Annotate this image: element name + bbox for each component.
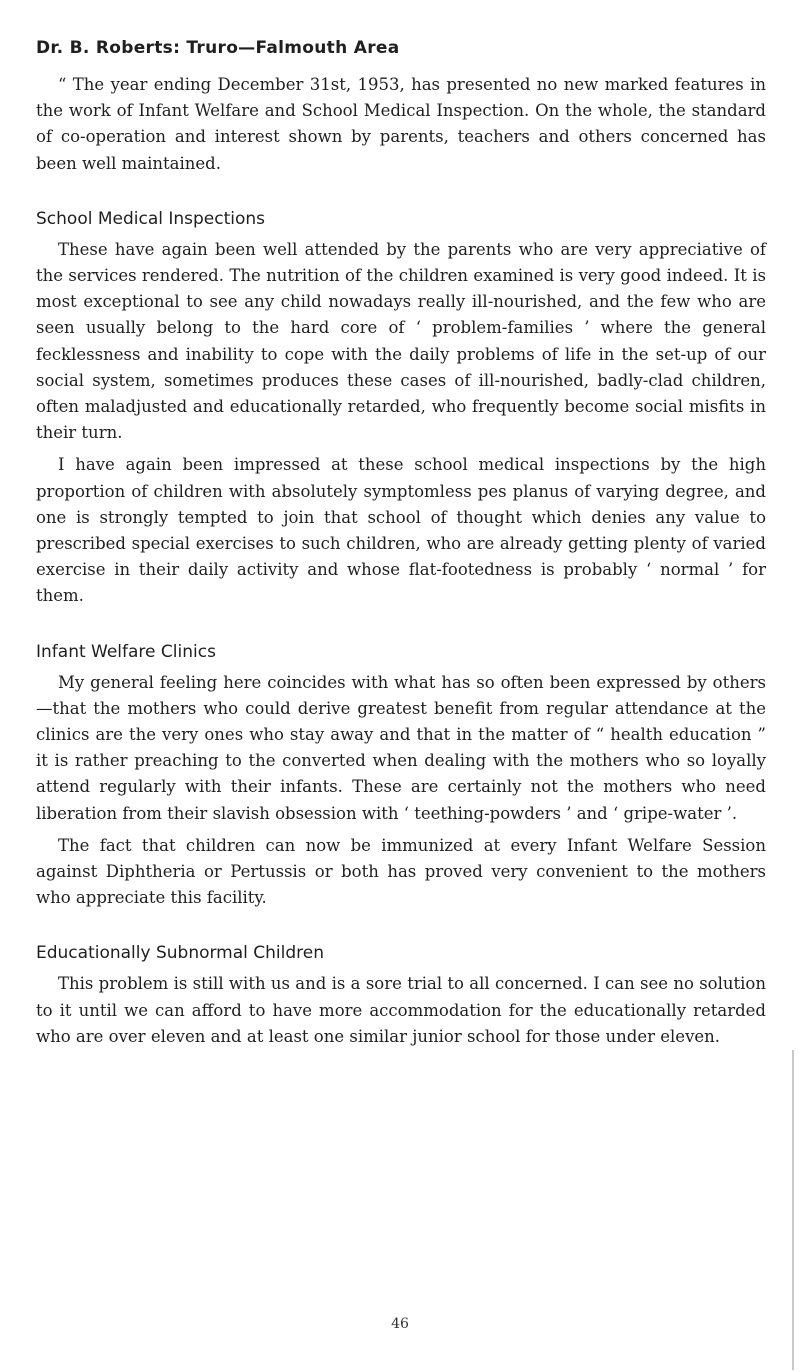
scan-edge-shadow (792, 1050, 794, 1370)
paragraph: The fact that children can now be immunized at every Infant Welfare Session against Diphtheria or Pertussis or both has proved very convenient to the mothers who appreciate this facility. (36, 835, 766, 908)
paragraph: This problem is still with us and is a sore trial to all concerned. I can see no solution to it until we can afford to have more accommodation for the educationally retarded who are over eleven and at least one similar junior school for those under eleven. (36, 974, 766, 1046)
section-title: Educationally Subnormal Children (36, 943, 325, 964)
section-school-medical-inspections (36, 205, 766, 610)
section-gap (36, 917, 766, 939)
section-infant-welfare-clinics (36, 638, 766, 912)
paragraph: I have again been impressed at these school medical inspections by the high proportion of children with absolutely symptomless pes planus of varying degree, and one is strongly tempted to join that school of thought which denies any value to prescribed special exercises to such children, who are already getting plenty of varied exercise in their daily activity and whose flat-footedness is probably ‘ normal ’ for them. (36, 455, 766, 606)
intro-paragraph: “ The year ending December 31st, 1953, has presented no new marked features in the work of Infant Welfare and School Medical Inspection. On the whole, the standard of co-operation and interest shown by parents, teachers and others concerned has been well maintained. (36, 75, 766, 173)
section-educationally-subnormal-children (36, 939, 766, 1050)
section-title: School Medical Inspections (36, 208, 266, 229)
page-heading: Dr. B. Roberts: Truro—Falmouth Area (36, 38, 400, 58)
document-page (36, 34, 766, 1056)
paragraph: These have again been well attended by the parents who are very appreciative of the services rendered. The nutrition of the children examined is very good indeed. It is most exceptional to see any child nowadays really ill-nourished, and the few who are seen usually belong to the hard core of ‘ problem-families ’ where the general fecklessness and inability to cope with the daily problems of life in the set-up of our social system, sometimes produces these cases of ill-nourished, badly-clad children, often maladjusted and educationally retarded, who frequently become social misfits in their turn. (36, 239, 766, 443)
section-gap (36, 616, 766, 638)
section-gap (36, 183, 766, 205)
paragraph: My general feeling here coincides with what has so often been expressed by others—that the mothers who could derive greatest benefit from regular attendance at the clinics are the very ones who stay away and that in the matter of “ health education ” it is rather preaching to the converted when dealing with the mothers who so loyally attend regularly with their infants. These are certainly not the mothers who need liberation from their slavish obsession with ‘ teething-powders ’ and ‘ gripe-water ’. (36, 672, 766, 823)
section-title: Infant Welfare Clinics (36, 641, 216, 662)
page-number: 46 (391, 1316, 409, 1332)
